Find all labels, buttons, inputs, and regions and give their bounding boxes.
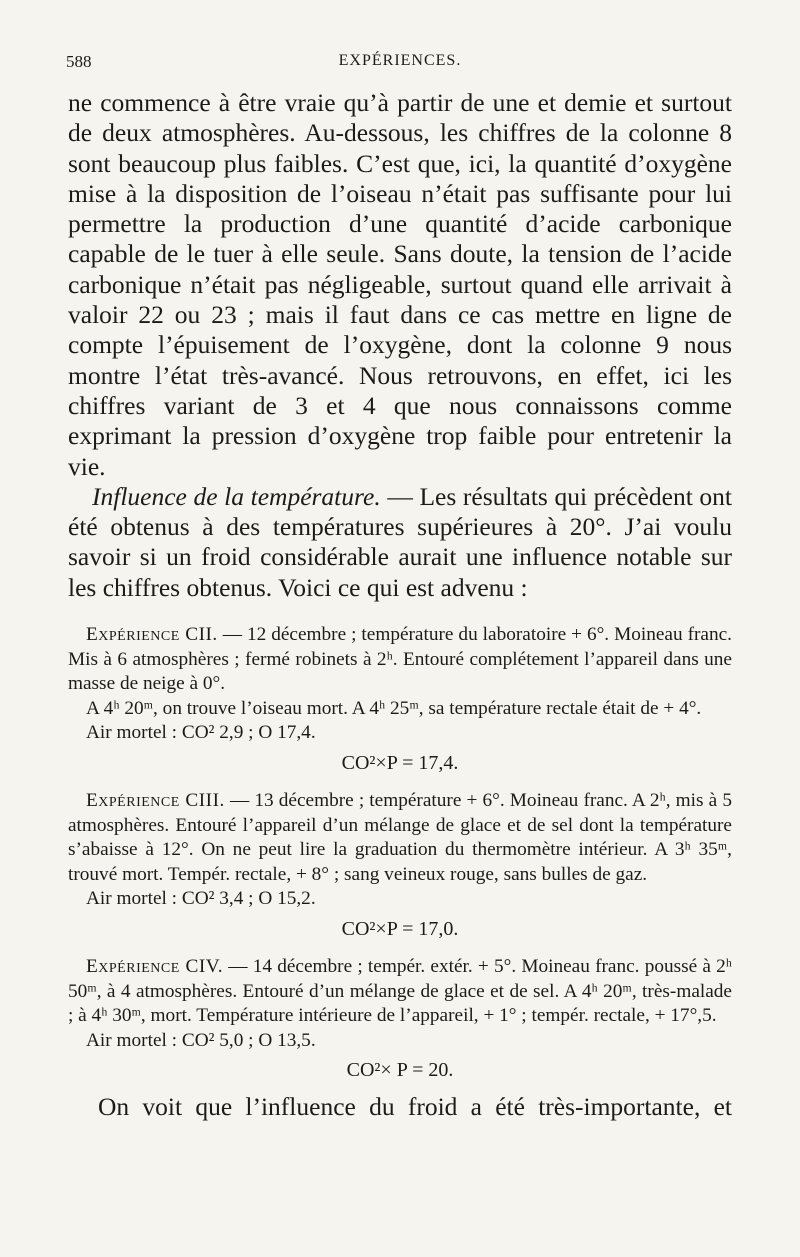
page-number: 588 <box>66 52 92 71</box>
experiment-text: — 12 décembre ; température du laboratoire + 6°. Moineau franc. Mis à 6 atmosphères ; fermé robinets à 2ʰ. Entouré complétement l’appareil dans une masse de neige à 0°. <box>68 624 733 695</box>
paragraph-temperature <box>68 482 732 603</box>
experiment-text: — 13 décembre ; température + 6°. Moineau franc. A 2ʰ, mis à 5 atmosphères. Entouré l’appareil d’un mélange de glace et de sel dont la température s’abaisse à 12°. On ne peut lire la graduation du thermomètre intérieur. A 3ʰ 35ᵐ, trouvé mort. Tempér. rectale, + 8° ; sang veineux rouge, sans bulles de gaz. <box>68 790 732 885</box>
main-text <box>68 88 732 1148</box>
experiment-label: Expérience CIV. <box>86 955 224 977</box>
final-paragraph: On voit que l’influence du froid a été très-importante, et <box>98 1092 732 1122</box>
experiment-text: — 14 décembre ; tempér. extér. + 5°. Moineau franc. poussé à 2ʰ 50ᵐ, à 4 atmosphères. Entouré d’un mélange de glace et de sel. A 4ʰ 20ᵐ, très-malade ; à 4ʰ 30ᵐ, mort. Température intérieure de l’appareil, + 1° ; tempér. rectale, + 17°,5. <box>68 955 732 1027</box>
section-heading: Influence de la température. <box>92 481 381 511</box>
experiment-cii-line-2 <box>68 697 732 722</box>
experiment-ciii <box>68 789 732 887</box>
air-mortel-civ: Air mortel : CO² 5,0 ; O 13,5. <box>86 1029 316 1051</box>
page-header <box>66 52 734 78</box>
formula-ciii: CO²×P = 17,0. <box>341 917 459 940</box>
formula-cii: CO²×P = 17,4. <box>341 752 459 775</box>
experiment-civ <box>68 955 732 1029</box>
air-mortel-ciii: Air mortel : CO² 3,4 ; O 15,2. <box>86 888 316 910</box>
experiment-text: A 4ʰ 20ᵐ, on trouve l’oiseau mort. A 4ʰ 25ᵐ, sa température rectale était de + 4°. <box>86 697 702 719</box>
paragraph-1: ne commence à être vraie qu’à partir de une et demie et surtout de deux atmosphères. Au-dessous, les chiffres de la colonne 8 sont beaucoup plus faibles. C’est que, ici, la quantité d’oxygène mise à la disposition de l’oiseau n’était pas suffisante pour lui permettre la production d’une quantité d’acide carbonique capable de le tuer à elle seule. Sans doute, la tension de l’acide carbonique n’était pas négligeable, surtout quand elle arrivait à valoir 22 ou 23 ; mais il faut dans ce cas mettre en ligne de compte l’épuisement de l’oxygène, dont la colonne 9 nous montre l’état très-avancé. Nous retrouvons, en effet, ici les chiffres variant de 3 et 4 que nous connaissons comme exprimant la pression d’oxygène trop faible pour entretenir la vie. <box>68 88 732 481</box>
experiment-label: Expérience CII. <box>86 624 218 646</box>
air-mortel-cii: Air mortel : CO² 2,9 ; O 17,4. <box>86 722 316 744</box>
formula-civ: CO²× P = 20. <box>346 1059 454 1082</box>
experiment-cii <box>68 623 732 697</box>
experiment-label: Expérience CIII. <box>86 790 225 812</box>
paragraph-2-text: — Les résultats qui précèdent ont été obtenus à des températures supérieures à 20°. J’ai voulu savoir si un froid considérable aurait une influence notable sur les chiffres obtenus. Voici ce qui est advenu : <box>68 481 732 602</box>
running-head: EXPÉRIENCES. <box>338 52 462 69</box>
